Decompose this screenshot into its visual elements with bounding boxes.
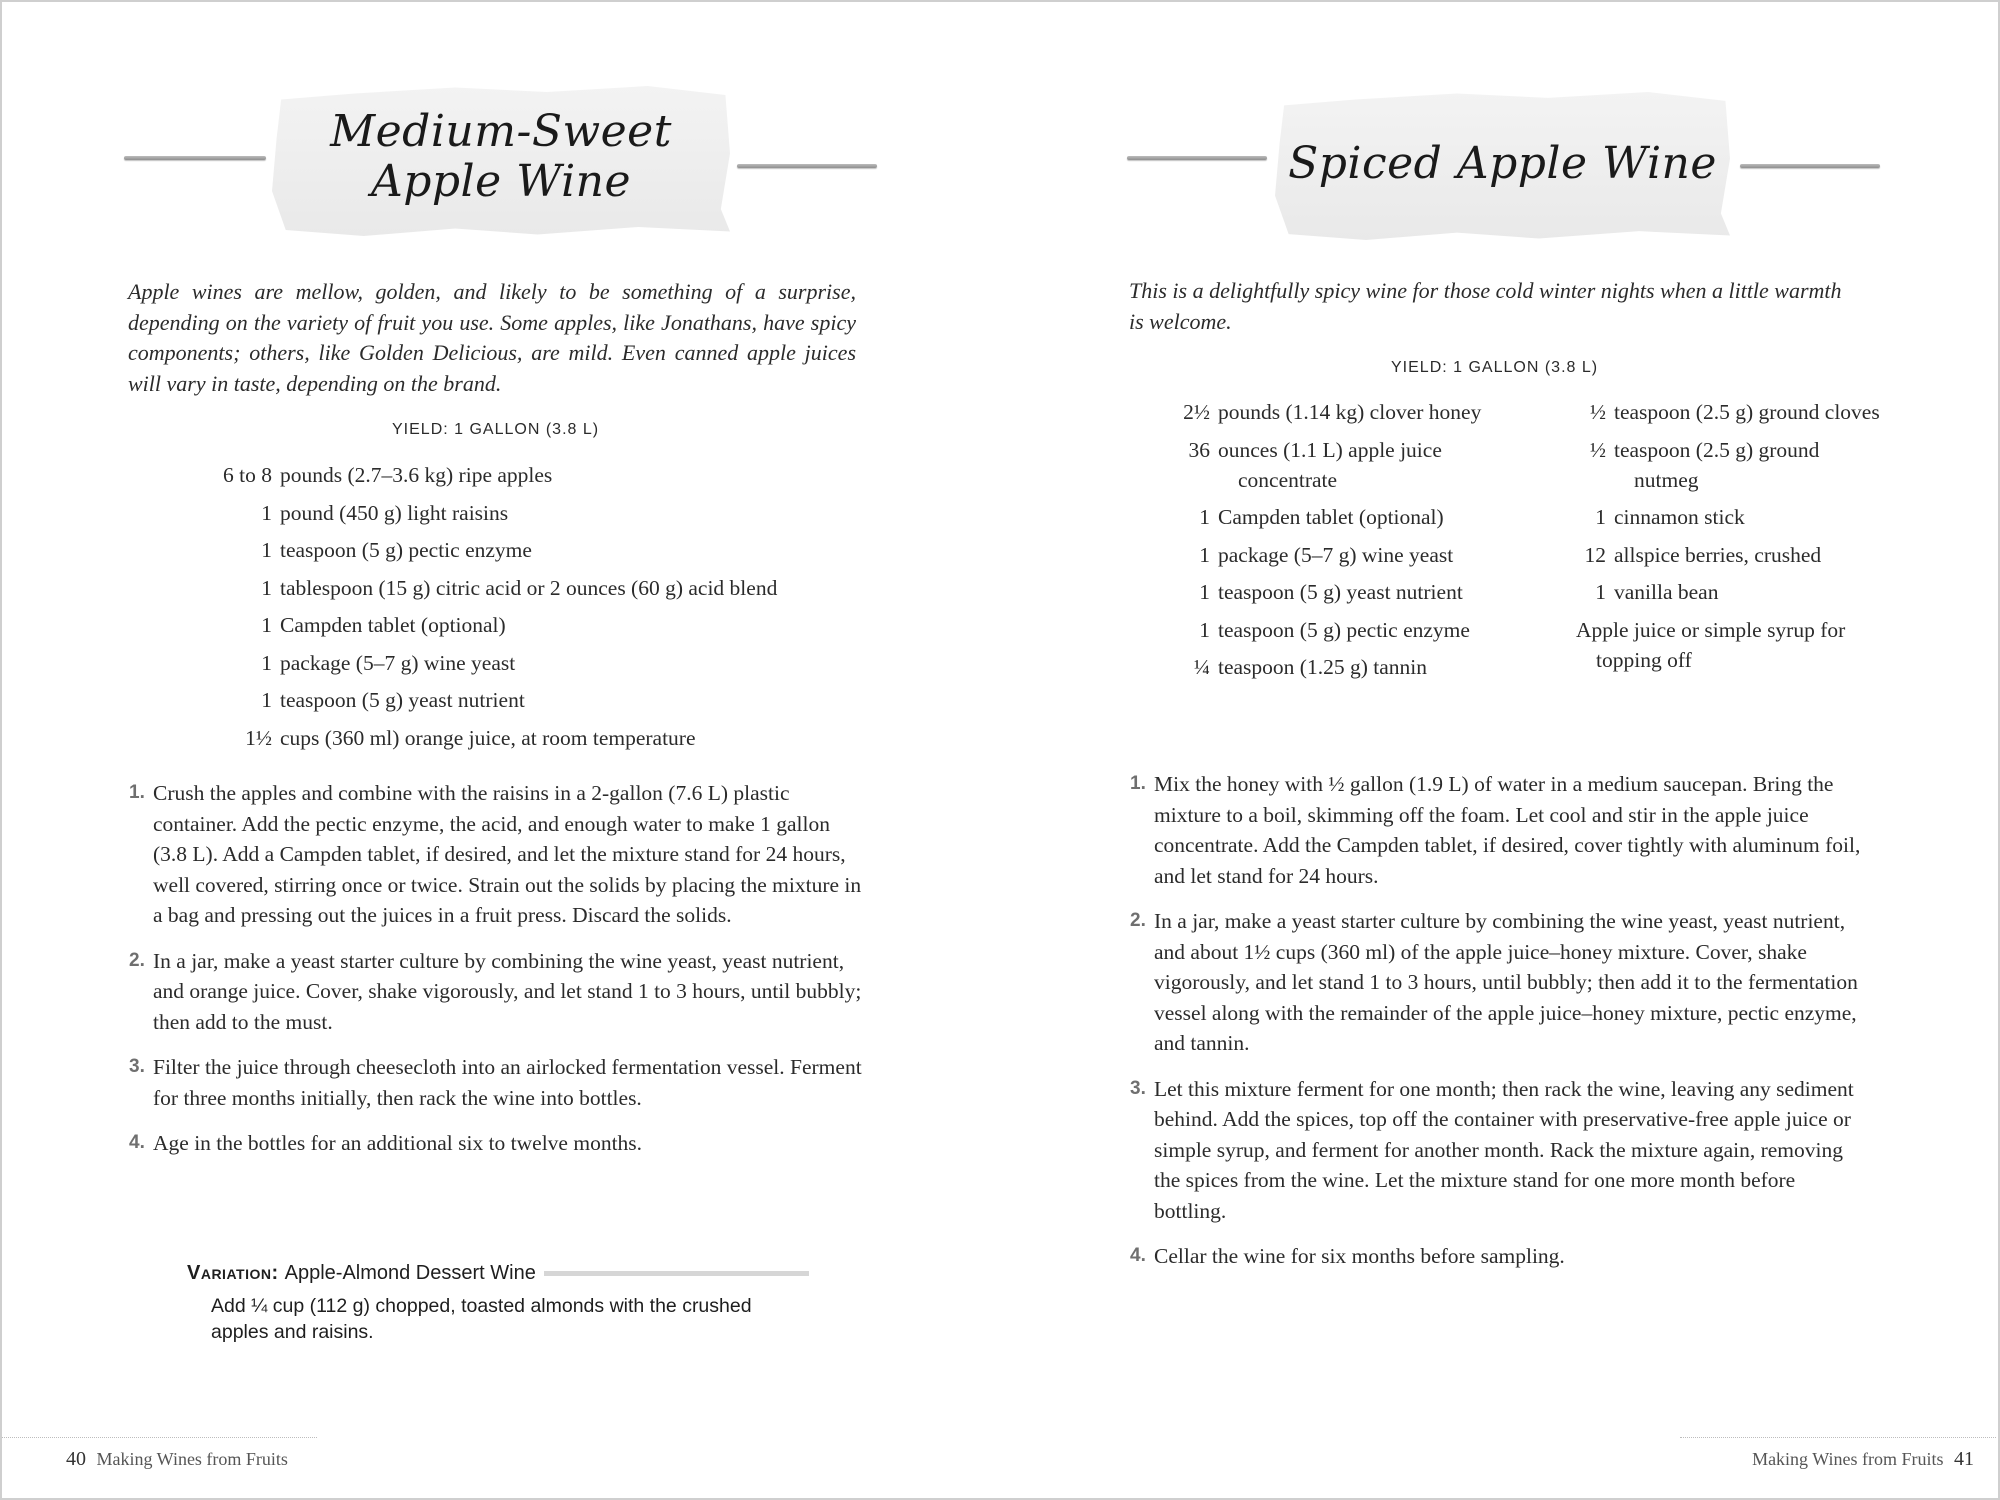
- step-number: 3.: [1130, 1077, 1146, 1099]
- step-number: 3.: [129, 1056, 145, 1077]
- ingredient-text: teaspoon (5 g) pectic enzyme: [280, 538, 532, 562]
- recipe-title: Spiced Apple Wine: [1288, 138, 1717, 189]
- ingredient-item: [1162, 577, 1492, 607]
- variation-title: Apple-Almond Dessert Wine: [284, 1262, 536, 1284]
- variation-rule: [544, 1271, 809, 1276]
- running-footer: Making Wines from Fruits: [1752, 1449, 1944, 1469]
- ingredient-text: allspice berries, crushed: [1614, 542, 1822, 567]
- ingredient-item: [212, 573, 862, 603]
- ingredient-item: [1576, 615, 1886, 675]
- step-number: 2.: [129, 949, 145, 971]
- ingredient-quantity: 1: [1199, 505, 1210, 529]
- step-number: 4.: [129, 1132, 145, 1153]
- ingredient-item: [212, 685, 862, 715]
- step-text: In a jar, make a yeast starter culture by combining the wine yeast, yeast nutrient, and about 1½ cups (360 ml) of the apple juice–honey mixture. Cover, shake vigorously, and let stand 1 to 3 hours, until bubbly; then add it to the fermentation vessel along with the remainder of the apple juice–honey mixture, pectic enzyme, and tannin.: [1154, 909, 1858, 1055]
- ingredient-item: [1162, 540, 1492, 570]
- ingredient-item: [1576, 435, 1886, 495]
- step-text: Crush the apples and combine with the raisins in a 2-gallon (7.6 L) plastic container. Add the pectic enzyme, the acid, and enough water to make 1 gallon (3.8 L). Add a Campden tablet, if desired, and let the mixture stand for 24 hours, well covered, stirring once or twice. Strain out the solids by placing the mixture in a bag and pressing out the juices in a fruit press. Discard the solids.: [153, 781, 862, 927]
- ingredient-text: pounds (1.14 kg) clover honey: [1218, 400, 1482, 424]
- instruction-step: [1130, 769, 1872, 891]
- ingredient-text: Campden tablet (optional): [280, 613, 506, 637]
- instruction-step: [129, 946, 865, 1038]
- step-text: Mix the honey with ½ gallon (1.9 L) of water in a medium saucepan. Bring the mixture to a boil, skimming off the foam. Let cool and stir in the apple juice concentrate. Add the Campden tablet, if desired, cover tightly with aluminum foil, and let stand for 24 hours.: [1154, 772, 1861, 888]
- ingredient-quantity: 12: [1584, 542, 1606, 567]
- ingredient-text: teaspoon (2.5 g) ground nutmeg: [1614, 437, 1820, 492]
- ingredient-item: [212, 498, 862, 528]
- instruction-step: [1130, 1241, 1872, 1272]
- ingredient-text: Campden tablet (optional): [1218, 505, 1444, 529]
- variation-body: Add ¼ cup (112 g) chopped, toasted almonds with the crushed apples and raisins.: [211, 1295, 752, 1343]
- ingredient-quantity: 1½: [245, 725, 272, 750]
- ingredient-quantity: 1: [261, 613, 272, 637]
- title-rule-left: [124, 156, 266, 160]
- title-rule-left: [1127, 156, 1267, 160]
- ingredient-text: cups (360 ml) orange juice, at room temperature: [280, 725, 696, 750]
- ingredient-text: cinnamon stick: [1614, 505, 1745, 529]
- ingredient-quantity: 1: [261, 688, 272, 712]
- recipe-yield: YIELD: 1 GALLON (3.8 L): [392, 421, 600, 438]
- ingredient-quantity: ½: [1589, 400, 1606, 424]
- footer-left: [66, 1448, 288, 1471]
- recipe-title: [272, 107, 730, 207]
- recipe-yield: YIELD: 1 GALLON (3.8 L): [1391, 359, 1599, 376]
- title-rule-right: [737, 164, 877, 168]
- ingredient-text: vanilla bean: [1614, 580, 1719, 604]
- ingredient-text: pounds (2.7–3.6 kg) ripe apples: [280, 463, 553, 487]
- variation-heading: [187, 1262, 809, 1285]
- ingredient-quantity: 36: [1188, 437, 1210, 462]
- step-text: Filter the juice through cheesecloth into an airlocked fermentation vessel. Ferment for three months initially, then rack the wine into bottles.: [153, 1055, 862, 1110]
- step-number: 1.: [1130, 773, 1146, 794]
- title-rule-right: [1740, 164, 1880, 168]
- ingredient-quantity: 1: [261, 650, 272, 675]
- ingredient-item: [212, 610, 862, 640]
- variation-label: Variation:: [187, 1262, 279, 1284]
- ingredient-quantity: 2½: [1183, 400, 1210, 424]
- ingredient-item: [1162, 652, 1492, 682]
- page-number: 40: [66, 1448, 86, 1470]
- footer-rule-right: [1680, 1437, 1996, 1438]
- ingredient-item: [212, 460, 862, 490]
- ingredient-list: [212, 460, 862, 760]
- step-text: Age in the bottles for an additional six to twelve months.: [153, 1131, 643, 1155]
- instruction-step: [129, 1052, 865, 1113]
- ingredient-text: package (5–7 g) wine yeast: [280, 650, 516, 675]
- ingredient-text: tablespoon (15 g) citric acid or 2 ounces (60 g) acid blend: [280, 575, 778, 600]
- ingredient-quantity: 1: [1199, 580, 1210, 604]
- ingredient-item: [212, 535, 862, 565]
- ingredient-quantity: 1: [261, 500, 272, 525]
- ingredient-quantity: ¼: [1193, 655, 1210, 679]
- instruction-step: [129, 1128, 865, 1159]
- instruction-step: [1130, 1074, 1872, 1227]
- ingredient-quantity: 6 to 8: [223, 463, 272, 487]
- step-number: 2.: [1130, 910, 1146, 931]
- ingredient-item: [1162, 502, 1492, 532]
- step-text: Cellar the wine for six months before sampling.: [1154, 1244, 1565, 1268]
- page-right: [1000, 2, 2000, 1498]
- ingredient-item: [1576, 397, 1886, 427]
- ingredient-text: teaspoon (2.5 g) ground cloves: [1614, 400, 1880, 424]
- step-number: 4.: [1130, 1245, 1146, 1266]
- ingredient-quantity: 1: [1199, 617, 1210, 642]
- recipe-title-line-2: Apple Wine: [370, 156, 632, 207]
- instruction-step: [1130, 906, 1872, 1059]
- ingredient-text: teaspoon (5 g) yeast nutrient: [1218, 580, 1463, 604]
- ingredient-text: teaspoon (5 g) yeast nutrient: [280, 688, 525, 712]
- ingredient-text: ounces (1.1 L) apple juice concentrate: [1218, 437, 1442, 492]
- step-text: Let this mixture ferment for one month; then rack the wine, leaving any sediment behind. Add the spices, top off the container with preservative-free apple juice or simple syrup, and ferment for another month. Rack the mixture again, removing the spices from the wine. Let the mixture stand for one more month before bottling.: [1154, 1076, 1854, 1223]
- instruction-list: [1130, 769, 1872, 1287]
- ingredient-quantity: 1: [261, 538, 272, 562]
- variation-box: [187, 1262, 809, 1345]
- recipe-intro: Apple wines are mellow, golden, and likely to be something of a surprise, depending on the variety of fruit you use. Some apples, like Jonathans, have spicy components; others, like Golden Delicious, are mild. Even canned apple juices will vary in taste, depending on the brand.: [128, 279, 856, 396]
- running-footer: Making Wines from Fruits: [96, 1449, 288, 1469]
- ingredient-text: teaspoon (5 g) pectic enzyme: [1218, 617, 1470, 642]
- ingredient-quantity: 1: [1199, 542, 1210, 567]
- ingredient-item: [1162, 435, 1492, 495]
- ingredient-item: [1576, 540, 1886, 570]
- instruction-step: [129, 778, 865, 931]
- ingredient-text: teaspoon (1.25 g) tannin: [1218, 655, 1427, 679]
- ingredient-item: [212, 648, 862, 678]
- footer-rule-left: [2, 1437, 317, 1438]
- step-text: In a jar, make a yeast starter culture by combining the wine yeast, yeast nutrient, and orange juice. Cover, shake vigorously, and let stand 1 to 3 hours, until bubbly; then add to the must.: [153, 948, 862, 1034]
- ingredient-quantity: 1: [1595, 580, 1606, 604]
- step-number: 1.: [129, 782, 145, 803]
- ingredient-text: package (5–7 g) wine yeast: [1218, 542, 1454, 567]
- ingredient-quantity: ½: [1589, 437, 1606, 462]
- page-number: 41: [1954, 1448, 1974, 1470]
- page-left: [2, 2, 1002, 1498]
- recipe-intro: This is a delightfully spicy wine for those cold winter nights when a little warmth is welcome.: [1129, 278, 1842, 334]
- recipe-title-line-1: Medium-Sweet: [330, 106, 672, 157]
- ingredient-quantity: 1: [1595, 505, 1606, 529]
- ingredient-text: Apple juice or simple syrup for topping off: [1576, 617, 1846, 672]
- instruction-list: [129, 778, 865, 1174]
- ingredient-text: pound (450 g) light raisins: [280, 500, 509, 525]
- ingredient-item: [1576, 577, 1886, 607]
- ingredient-item: [1576, 502, 1886, 532]
- ingredient-item: [1162, 397, 1492, 427]
- ingredient-item: [212, 723, 862, 753]
- ingredient-list-column-2: [1576, 397, 1886, 682]
- ingredient-quantity: 1: [261, 575, 272, 600]
- footer-right: [1752, 1448, 1974, 1471]
- ingredient-item: [1162, 615, 1492, 645]
- ingredient-list-column-1: [1162, 397, 1492, 690]
